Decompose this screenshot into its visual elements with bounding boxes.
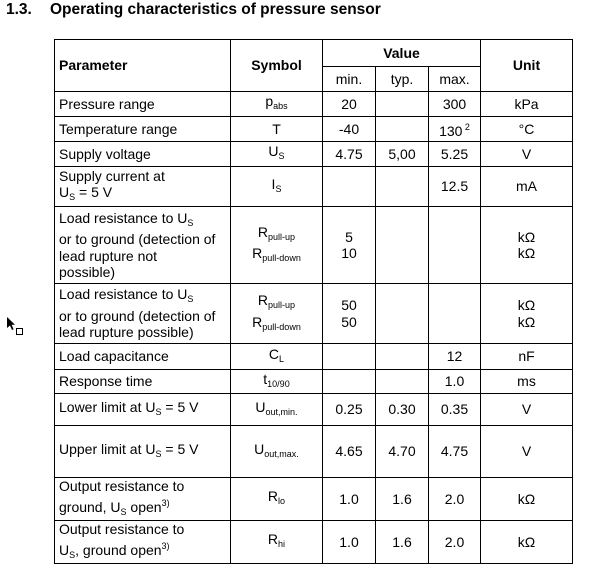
max-value: 130 $^2$ bbox=[439, 121, 470, 139]
parameter-cell bbox=[55, 117, 231, 142]
header-min: min. bbox=[323, 67, 376, 92]
table-row bbox=[55, 92, 573, 117]
symbol-cell bbox=[231, 284, 323, 344]
min-cell bbox=[323, 117, 376, 142]
symbol-cell bbox=[231, 478, 323, 521]
parameter-line: Output resistance to bbox=[59, 521, 185, 537]
parameter-line: or to ground (detection of bbox=[59, 231, 216, 247]
unit-value: V bbox=[521, 401, 532, 418]
min-value: 4.65 bbox=[335, 443, 363, 460]
typ-cell bbox=[376, 394, 429, 426]
unit-cell bbox=[481, 142, 573, 167]
symbol-line: $C_L$ bbox=[268, 345, 285, 364]
symbol-cell bbox=[231, 207, 323, 284]
table-row bbox=[55, 167, 573, 207]
unit-cell bbox=[481, 478, 573, 521]
max-value: 2.0 bbox=[444, 533, 465, 550]
typ-cell bbox=[376, 167, 429, 207]
max-cell bbox=[429, 167, 481, 207]
max-cell bbox=[429, 394, 481, 426]
unit-cell bbox=[481, 284, 573, 344]
symbol-line: $R_{pull-up}$ bbox=[257, 223, 296, 242]
parameter-cell bbox=[55, 521, 231, 564]
max-cell bbox=[429, 521, 481, 564]
unit-value: kΩ bbox=[517, 228, 536, 245]
table-row bbox=[55, 207, 573, 284]
header-unit: Unit bbox=[481, 40, 573, 92]
symbol-line: T bbox=[272, 120, 281, 137]
symbol-cell bbox=[231, 370, 323, 394]
parameter-line: Load capacitance bbox=[59, 348, 169, 365]
symbol-line: $p_{abs}$ bbox=[265, 93, 288, 112]
unit-value: kΩ bbox=[517, 297, 536, 313]
max-cell bbox=[429, 92, 481, 117]
header-value: Value bbox=[323, 40, 481, 67]
typ-cell bbox=[376, 521, 429, 564]
symbol-cell bbox=[231, 394, 323, 426]
symbol-cell bbox=[231, 344, 323, 370]
header-symbol: Symbol bbox=[231, 40, 323, 92]
parameter-line: Load resistance to $U_S$ bbox=[59, 209, 194, 228]
parameter-line: Load resistance to $U_S$ bbox=[59, 286, 194, 305]
max-value: 1.0 bbox=[444, 373, 465, 390]
parameter-cell bbox=[55, 92, 231, 117]
max-cell bbox=[429, 344, 481, 370]
min-cell bbox=[323, 284, 376, 344]
symbol-line: $R_{pull-down}$ bbox=[252, 313, 301, 332]
symbol-line: $R_{hi}$ bbox=[267, 531, 286, 550]
typ-cell bbox=[376, 117, 429, 142]
typ-cell bbox=[376, 344, 429, 370]
parameter-line: possible) bbox=[59, 264, 116, 280]
table-row bbox=[55, 426, 573, 478]
unit-value: V bbox=[521, 443, 532, 460]
unit-value: kΩ bbox=[517, 490, 536, 507]
symbol-line: $U_S$ bbox=[268, 143, 285, 162]
unit-value: kΩ bbox=[517, 245, 536, 261]
table-row bbox=[55, 117, 573, 142]
parameter-cell bbox=[55, 394, 231, 426]
symbol-cell bbox=[231, 521, 323, 564]
table-body bbox=[55, 92, 573, 564]
min-cell bbox=[323, 426, 376, 478]
table-row bbox=[55, 521, 573, 564]
table-row bbox=[55, 284, 573, 344]
parameter-line: Supply current at bbox=[59, 167, 165, 184]
section-title: Operating characteristics of pressure sensor bbox=[50, 1, 381, 18]
unit-cell bbox=[481, 344, 573, 370]
typ-cell bbox=[376, 478, 429, 521]
parameter-cell bbox=[55, 344, 231, 370]
typ-value: 1.6 bbox=[392, 533, 412, 550]
parameter-line: $U_S = 5$ V bbox=[59, 184, 113, 202]
unit-cell bbox=[481, 394, 573, 426]
header-typ: typ. bbox=[376, 67, 429, 92]
min-cell bbox=[323, 167, 376, 207]
max-cell bbox=[429, 207, 481, 284]
min-value: 10 bbox=[341, 245, 357, 261]
parameter-line: ground, $U_S$ open$^{3)}$ bbox=[59, 497, 170, 517]
parameter-cell bbox=[55, 284, 231, 344]
min-cell bbox=[323, 142, 376, 167]
min-cell bbox=[323, 92, 376, 117]
typ-value: 5,00 bbox=[388, 145, 416, 162]
min-value: 20 bbox=[341, 95, 357, 112]
parameter-cell bbox=[55, 426, 231, 478]
unit-cell bbox=[481, 92, 573, 117]
table-row bbox=[55, 344, 573, 370]
section-heading bbox=[6, 1, 381, 19]
parameter-line: lead rupture possible) bbox=[59, 324, 194, 341]
parameter-line: Supply voltage bbox=[59, 145, 151, 162]
min-value: 1.0 bbox=[339, 490, 359, 507]
parameter-line: Upper limit at $U_S = 5$ V bbox=[59, 440, 199, 459]
unit-value: nF bbox=[518, 348, 535, 365]
min-value: 5 bbox=[345, 228, 353, 245]
max-value: 2.0 bbox=[444, 490, 465, 507]
mouse-pointer-icon bbox=[6, 316, 24, 336]
characteristics-table bbox=[54, 39, 573, 564]
min-cell bbox=[323, 394, 376, 426]
min-cell bbox=[323, 478, 376, 521]
parameter-line: Output resistance to bbox=[59, 478, 185, 494]
min-value: 50 bbox=[341, 297, 357, 313]
symbol-line: $R_{lo}$ bbox=[267, 488, 286, 507]
min-cell bbox=[323, 344, 376, 370]
min-cell bbox=[323, 370, 376, 394]
max-value: 300 bbox=[442, 95, 467, 112]
typ-value: 4.70 bbox=[388, 443, 416, 460]
typ-cell bbox=[376, 426, 429, 478]
max-value: 12 bbox=[446, 348, 463, 365]
unit-cell bbox=[481, 207, 573, 284]
unit-value: °C bbox=[518, 120, 535, 137]
max-value: 12.5 bbox=[440, 178, 469, 195]
max-cell bbox=[429, 142, 481, 167]
max-value: 5.25 bbox=[440, 145, 469, 162]
symbol-line: $I_S$ bbox=[271, 175, 282, 194]
typ-cell bbox=[376, 92, 429, 117]
symbol-cell bbox=[231, 167, 323, 207]
section-number: 1.3. bbox=[6, 1, 32, 18]
table-row bbox=[55, 142, 573, 167]
header-max: max. bbox=[429, 67, 481, 92]
table-row bbox=[55, 478, 573, 521]
unit-cell bbox=[481, 167, 573, 207]
unit-value: ms bbox=[517, 373, 536, 390]
symbol-line: $R_{pull-down}$ bbox=[252, 245, 301, 263]
unit-value: mA bbox=[516, 178, 537, 195]
typ-cell bbox=[376, 207, 429, 284]
typ-cell bbox=[376, 370, 429, 394]
max-cell bbox=[429, 426, 481, 478]
parameter-cell bbox=[55, 207, 231, 284]
unit-value: kΩ bbox=[517, 533, 536, 550]
typ-cell bbox=[376, 284, 429, 344]
unit-cell bbox=[481, 117, 573, 142]
parameter-cell bbox=[55, 370, 231, 394]
min-cell bbox=[323, 207, 376, 284]
parameter-line: $U_S$, ground open$^{3)}$ bbox=[59, 540, 170, 560]
typ-value: 0.30 bbox=[388, 401, 416, 418]
max-cell bbox=[429, 478, 481, 521]
max-cell bbox=[429, 284, 481, 344]
unit-cell bbox=[481, 370, 573, 394]
parameter-line: Temperature range bbox=[59, 120, 178, 137]
header-parameter: Parameter bbox=[55, 40, 231, 92]
parameter-line: Lower limit at $U_S = 5$ V bbox=[59, 398, 199, 417]
min-value: 0.25 bbox=[335, 401, 363, 418]
unit-value: kPa bbox=[514, 95, 539, 112]
max-cell bbox=[429, 117, 481, 142]
unit-cell bbox=[481, 426, 573, 478]
parameter-line: Response time bbox=[59, 373, 153, 390]
parameter-cell bbox=[55, 478, 231, 521]
parameter-line: Pressure range bbox=[59, 95, 155, 112]
symbol-line: $U_{out,min.}$ bbox=[255, 398, 298, 417]
unit-cell bbox=[481, 521, 573, 564]
min-cell bbox=[323, 521, 376, 564]
max-value: 4.75 bbox=[440, 443, 469, 460]
parameter-line: or to ground (detection of bbox=[59, 307, 216, 324]
max-cell bbox=[429, 370, 481, 394]
parameter-cell bbox=[55, 142, 231, 167]
typ-value: 1.6 bbox=[392, 490, 412, 507]
min-value: 4.75 bbox=[335, 145, 363, 162]
symbol-line: $R_{pull-up}$ bbox=[257, 292, 296, 310]
min-value: 1.0 bbox=[339, 533, 359, 550]
table-row bbox=[55, 370, 573, 394]
symbol-cell bbox=[231, 426, 323, 478]
symbol-line: $t_{10/90}$ bbox=[263, 370, 290, 389]
unit-value: V bbox=[521, 145, 532, 162]
symbol-line: $U_{out,max.}$ bbox=[254, 440, 299, 459]
table-row bbox=[55, 394, 573, 426]
typ-cell bbox=[376, 142, 429, 167]
parameter-cell bbox=[55, 167, 231, 207]
max-value: 0.35 bbox=[440, 401, 469, 418]
min-value: 50 bbox=[341, 313, 357, 330]
symbol-cell bbox=[231, 142, 323, 167]
unit-value: kΩ bbox=[517, 313, 536, 330]
symbol-cell bbox=[231, 92, 323, 117]
symbol-cell bbox=[231, 117, 323, 142]
min-value: -40 bbox=[338, 120, 360, 137]
parameter-line: lead rupture not bbox=[59, 247, 158, 264]
